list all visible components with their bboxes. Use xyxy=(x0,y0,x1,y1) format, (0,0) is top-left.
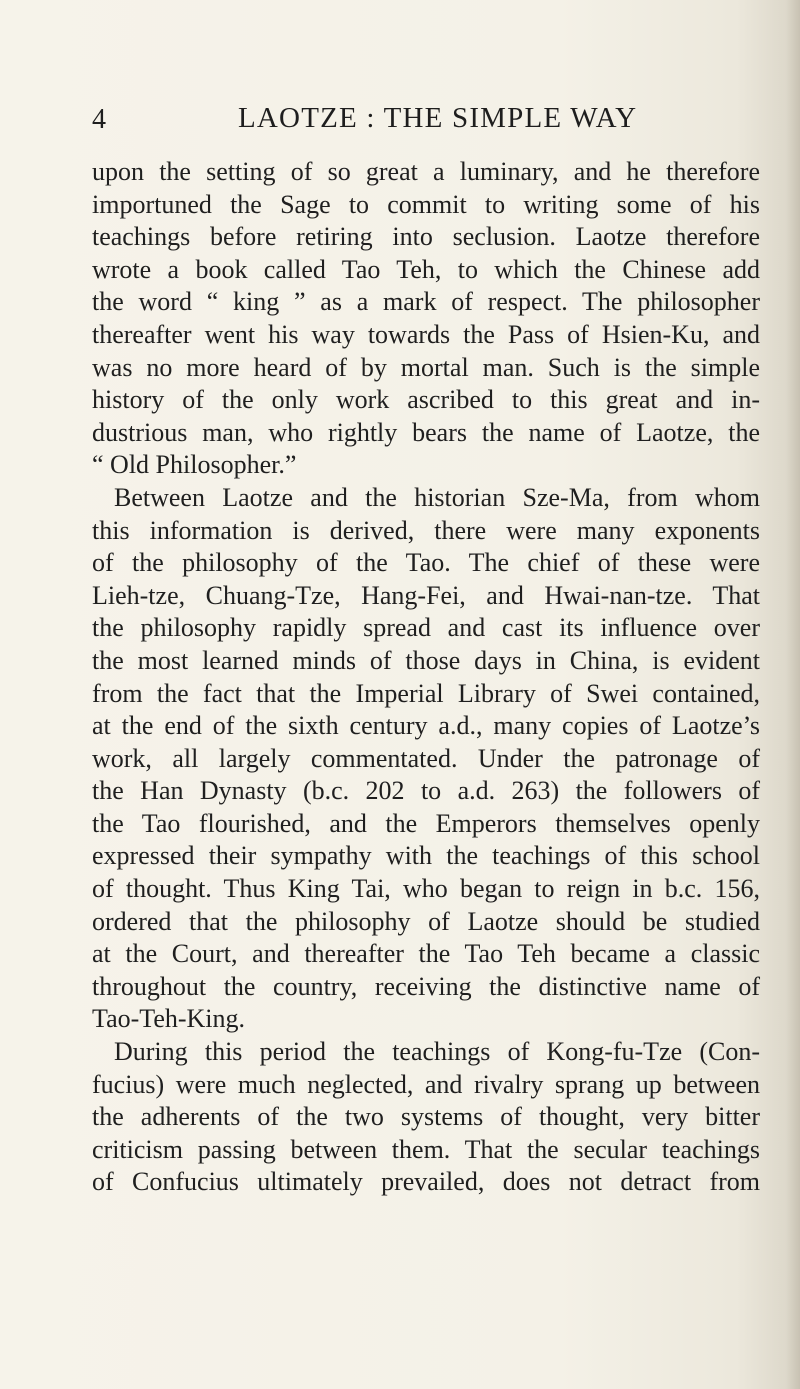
text-line: upon the setting of so great a luminary, and he therefore xyxy=(92,157,760,186)
text-line: at the Court, and thereafter the Tao Teh became a classic xyxy=(92,939,760,969)
text-line: expressed their sympathy with the teachings of this school xyxy=(92,841,760,871)
text-line: the Tao flourished, and the Emperors themselves openly xyxy=(92,808,760,838)
text-line: work, all largely commentated. Under the patronage of xyxy=(92,743,760,773)
text-line: the adherents of the two systems of thought, very bitter xyxy=(92,1102,760,1132)
text-line: teachings before retiring into seclusion. Laotze therefore xyxy=(92,222,760,252)
text-line: of the philosophy of the Tao. The chief of these were xyxy=(92,548,760,578)
text-line: Lieh-tze, Chuang-Tze, Hang-Fei, and Hwai-nan-tze. That xyxy=(92,580,760,610)
text-line: from the fact that the Imperial Library of Swei contained, xyxy=(92,678,760,708)
text-line: this information is derived, there were many exponents xyxy=(92,515,760,545)
text-line: dustrious man, who rightly bears the name of Laotze, the xyxy=(92,417,760,447)
text-line: Tao-Teh-King. xyxy=(92,1004,246,1034)
text-line: “ Old Philosopher.” xyxy=(92,450,297,480)
running-head: LAOTZE : THE SIMPLE WAY xyxy=(238,102,638,134)
text-line: ordered that the philosophy of Laotze should be studied xyxy=(92,906,760,936)
text-line: the philosophy rapidly spread and cast its influence over xyxy=(92,613,760,643)
page-number: 4 xyxy=(92,104,106,135)
text-line: wrote a book called Tao Teh, to which the Chinese add xyxy=(92,254,760,284)
text-line: the Han Dynasty (b.c. 202 to a.d. 263) the followers of xyxy=(92,776,760,806)
text-line: history of the only work ascribed to this great and in- xyxy=(92,385,760,415)
text-line: of thought. Thus King Tai, who began to reign in b.c. 156, xyxy=(92,874,760,904)
text-line: Between Laotze and the historian Sze-Ma, from whom xyxy=(114,482,760,512)
page-edge-shadow xyxy=(786,0,800,1389)
text-line: the word “ king ” as a mark of respect. The philosopher xyxy=(92,287,760,317)
text-line: importuned the Sage to commit to writing some of his xyxy=(92,189,760,219)
text-line: During this period the teachings of Kong-fu-Tze (Con- xyxy=(114,1037,760,1067)
text-line: throughout the country, receiving the distinctive name of xyxy=(92,971,760,1001)
page-header xyxy=(92,98,692,142)
text-line: thereafter went his way towards the Pass of Hsien-Ku, and xyxy=(92,319,760,349)
text-line: fucius) were much neglected, and rivalry sprang up between xyxy=(92,1069,760,1099)
text-line: the most learned minds of those days in China, is evident xyxy=(92,645,760,675)
body-text xyxy=(92,156,760,1199)
text-line: of Confucius ultimately prevailed, does not detract from xyxy=(92,1167,760,1197)
text-line: criticism passing between them. That the secular teachings xyxy=(92,1134,760,1164)
text-line: at the end of the sixth century a.d., many copies of Laotze’s xyxy=(92,711,760,741)
text-line: was no more heard of by mortal man. Such is the simple xyxy=(92,352,760,382)
